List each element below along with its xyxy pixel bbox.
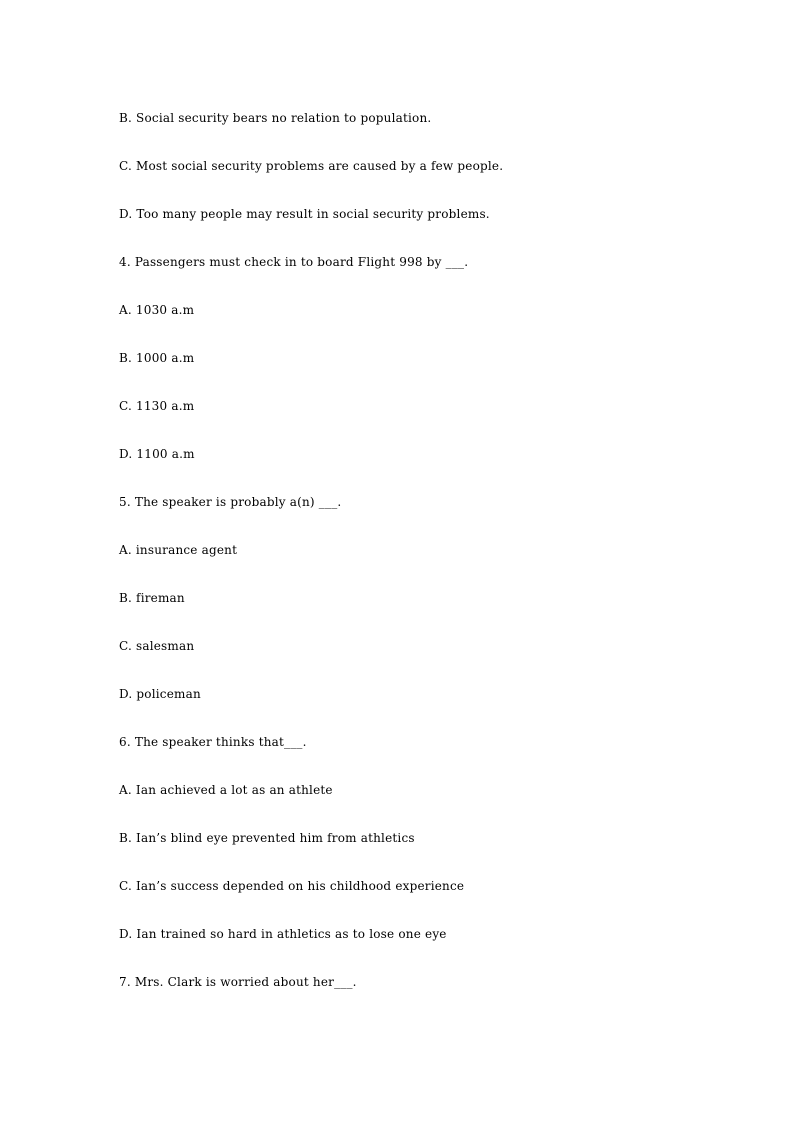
option-6a: A. Ian achieved a lot as an athlete: [119, 783, 333, 797]
option-6b: B. Ian’s blind eye prevented him from athletics: [119, 831, 415, 845]
option-4c: C. 1130 a.m: [119, 399, 195, 413]
question-list: [119, 110, 759, 1022]
option-5c: C. salesman: [119, 639, 195, 653]
option-3d: D. Too many people may result in social security problems.: [119, 207, 490, 221]
question-7: 7. Mrs. Clark is worried about her___.: [119, 975, 357, 989]
question-5: 5. The speaker is probably a(n) ___.: [119, 495, 342, 509]
option-4d: D. 1100 a.m: [119, 447, 195, 461]
option-6d: D. Ian trained so hard in athletics as to lose one eye: [119, 927, 447, 941]
option-5d: D. policeman: [119, 687, 201, 701]
question-4: 4. Passengers must check in to board Flight 998 by ___.: [119, 255, 469, 269]
option-3c: C. Most social security problems are caused by a few people.: [119, 159, 504, 173]
option-6c: C. Ian’s success depended on his childhood experience: [119, 879, 465, 893]
option-3b: B. Social security bears no relation to population.: [119, 111, 432, 125]
option-4b: B. 1000 a.m: [119, 351, 195, 365]
option-5a: A. insurance agent: [119, 543, 238, 557]
option-5b: B. fireman: [119, 591, 185, 605]
option-4a: A. 1030 a.m: [119, 303, 195, 317]
question-6: 6. The speaker thinks that___.: [119, 735, 307, 749]
